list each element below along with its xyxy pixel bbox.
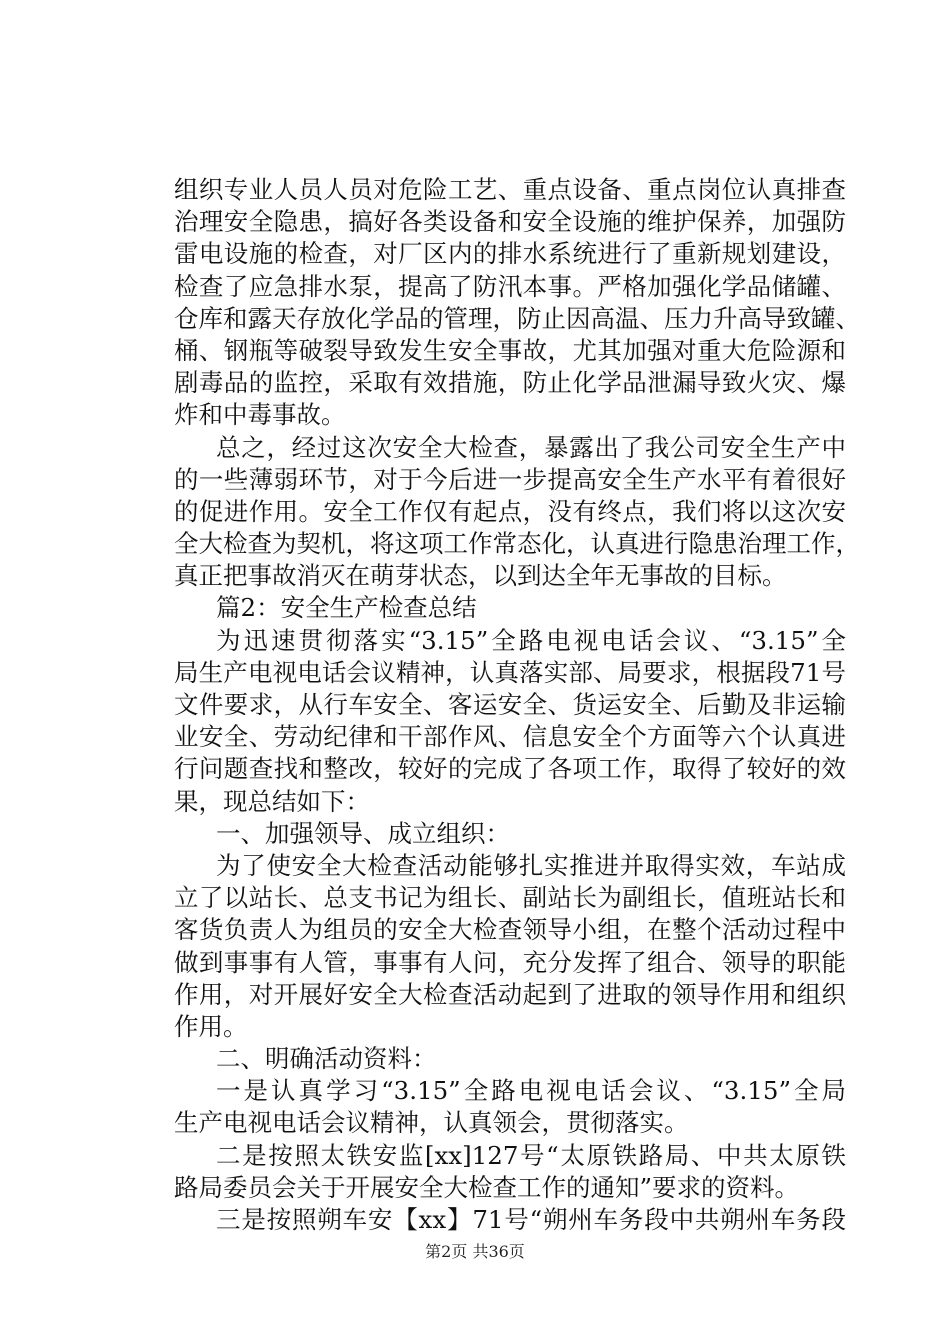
text-line: 治理安全隐患，搞好各类设备和安全设施的维护保养，加强防 <box>174 207 846 237</box>
text-line: 桶、钢瓶等破裂导致发生安全事故，尤其加强对重大危险源和 <box>174 335 846 365</box>
text-line: 仓库和露天存放化学品的管理，防止因高温、压力升高导致罐、 <box>174 303 860 333</box>
text-line: 总之，经过这次安全大检查，暴露出了我公司安全生产中 <box>216 432 846 462</box>
text-line: 做到事事有人管，事事有人问，充分发挥了组合、领导的职能 <box>174 947 846 977</box>
text-line: 炸和中毒事故。 <box>174 400 346 430</box>
text-line: 一是认真学习“3.15”全路电视电话会议、“3.15”全局 <box>216 1076 846 1106</box>
document-body <box>174 174 860 1236</box>
text-line: 剧毒品的监控，采取有效措施，防止化学品泄漏导致火灾、爆 <box>174 368 846 398</box>
text-line: 为迅速贯彻落实“3.15”全路电视电话会议、“3.15”全 <box>216 625 846 655</box>
text-line: 行问题查找和整改，较好的完成了各项工作，取得了较好的效 <box>174 754 846 784</box>
page-footer: 第2页 共36页 <box>425 1242 525 1261</box>
text-line: 的促进作用。安全工作仅有起点，没有终点，我们将以这次安 <box>174 496 846 526</box>
text-line: 作用，对开展好安全大检查活动起到了进取的领导作用和组织 <box>174 979 846 1009</box>
text-line: 果，现总结如下： <box>174 786 370 816</box>
text-line: 生产电视电话会议精神，认真领会，贯彻落实。 <box>174 1108 689 1138</box>
text-line: 二是按照太铁安监[xx]127号“太原铁路局、中共太原铁 <box>216 1140 846 1170</box>
text-line: 雷电设施的检查，对厂区内的排水系统进行了重新规划建设， <box>174 239 846 269</box>
text-line: 一、加强领导、成立组织： <box>216 818 510 848</box>
text-line: 篇2：安全生产检查总结 <box>216 593 477 623</box>
text-line: 业安全、劳动纪律和干部作风、信息安全个方面等六个认真进 <box>174 722 846 752</box>
text-line: 全大检查为契机，将这项工作常态化，认真进行隐患治理工作， <box>174 529 860 559</box>
text-line: 的一些薄弱环节，对于今后进一步提高安全生产水平有着很好 <box>174 464 846 494</box>
text-line: 局生产电视电话会议精神，认真落实部、局要求，根据段71号 <box>174 657 846 687</box>
text-line: 路局委员会关于开展安全大检查工作的通知”要求的资料。 <box>174 1172 800 1202</box>
text-line: 作用。 <box>174 1011 248 1041</box>
text-line: 为了使安全大检查活动能够扎实推进并取得实效，车站成 <box>216 850 846 880</box>
text-line: 真正把事故消灭在萌芽状态，以到达全年无事故的目标。 <box>174 561 787 591</box>
text-line: 文件要求，从行车安全、客运安全、货运安全、后勤及非运输 <box>174 690 846 719</box>
text-line: 立了以站长、总支书记为组长、副站长为副组长，值班站长和 <box>174 883 846 913</box>
text-line: 客货负责人为组员的安全大检查领导小组，在整个活动过程中 <box>174 915 846 945</box>
text-line: 组织专业人员人员对危险工艺、重点设备、重点岗位认真排查 <box>174 175 846 204</box>
text-line: 检查了应急排水泵，提高了防汛本事。严格加强化学品储罐、 <box>174 271 846 301</box>
text-line: 三是按照朔车安【xx】71号“朔州车务段中共朔州车务段 <box>216 1205 846 1234</box>
text-line: 二、明确活动资料： <box>216 1044 437 1074</box>
